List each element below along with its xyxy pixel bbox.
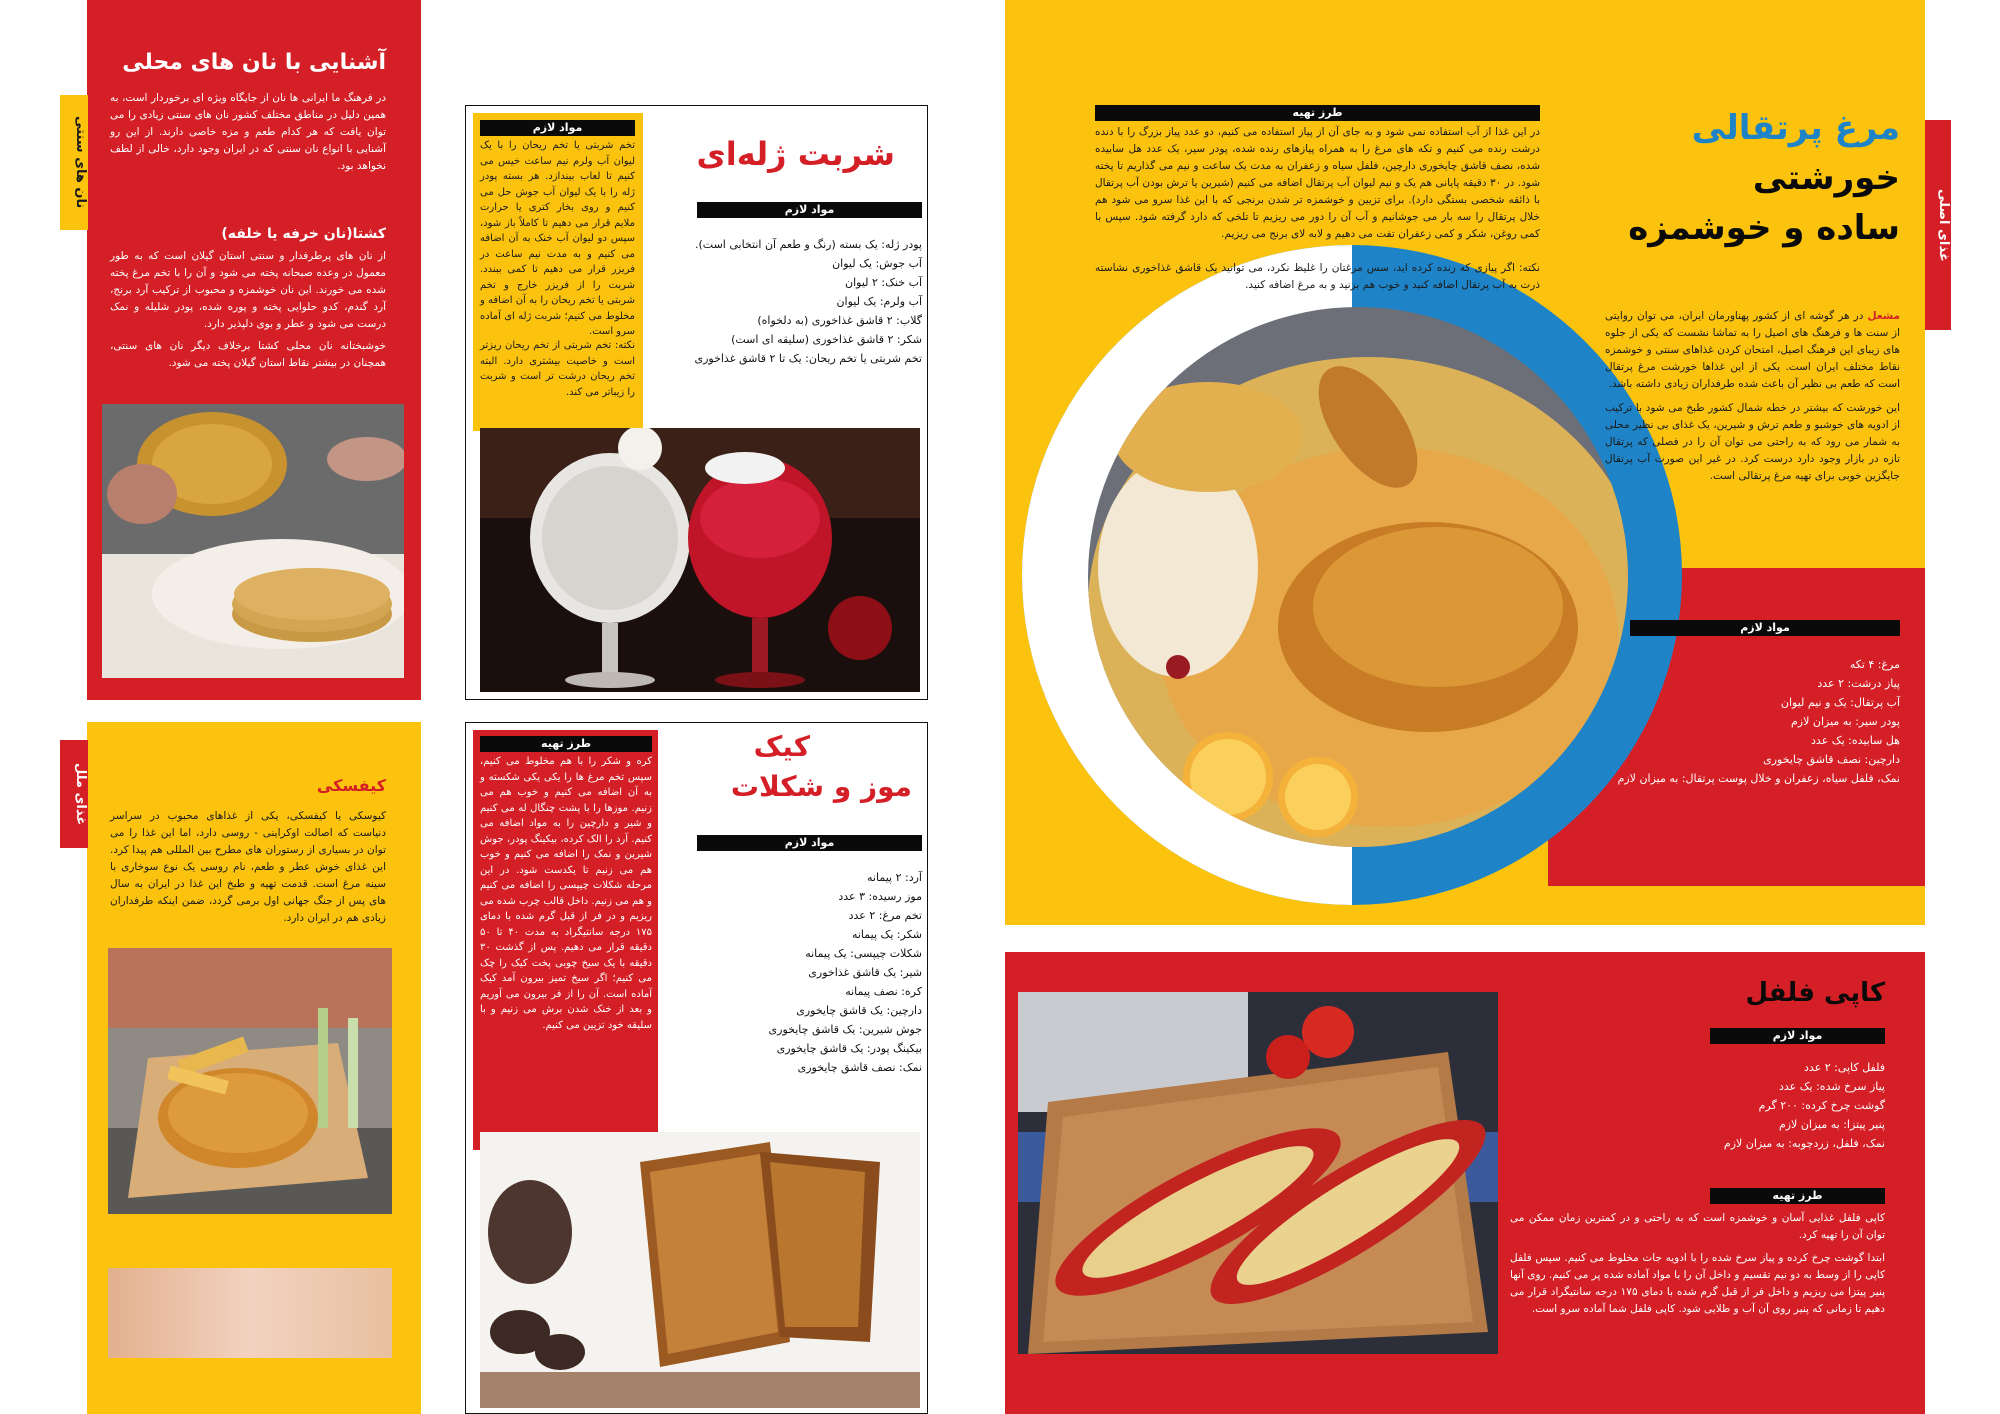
ingredient-item: پیاز درشت: ۲ عدد bbox=[1817, 677, 1900, 690]
ingredient-item: پنیر پیتزا: به میزان لازم bbox=[1778, 1118, 1885, 1131]
ingredient-item: موز رسیده: ۳ عدد bbox=[838, 890, 922, 903]
ingredient-item: شکر: ۲ قاشق غذاخوری (سلیقه ای است) bbox=[731, 333, 922, 346]
kiev-tab: غذای ملل bbox=[60, 740, 88, 848]
pepper-method-2: ابتدا گوشت چرخ کرده و پیاز سرخ شده را با ادویه جات مخلوط می کنیم. سپس فلفل کاپی را از وسط به دو نیم تقسیم و داخل آن را با مواد آماده شده پر می کنیم. روی آنها پنیر پیتزا می ریزیم و داخل فر از قبل گرم شده با دمای ۱۷۵ درجه سانتیگراد قرار می دهیم تا زمانی که پنیر روی آن آب و طلایی شود. کاپی فلفل شما آماده سرو است. bbox=[1510, 1252, 1885, 1315]
ingredient-item: آب ولرم: یک لیوان bbox=[836, 295, 922, 308]
chicken-ing-bar: مواد لازم bbox=[1630, 620, 1900, 636]
chicken-intro-author: مشعل bbox=[1867, 310, 1901, 322]
drink-bar: مواد لازم bbox=[697, 202, 922, 218]
ingredient-item: گلاب: ۲ قاشق غذاخوری (به دلخواه) bbox=[757, 314, 922, 327]
chicken-title-2: خورشتی bbox=[1752, 158, 1900, 198]
ingredient-item: شکلات چیپسی: یک پیمانه bbox=[805, 947, 922, 960]
ingredient-item: نمک، فلفل سیاه، زعفران و خلال پوست پرتقال: به میزان لازم bbox=[1617, 772, 1900, 785]
ingredient-item: فلفل کاپی: ۲ عدد bbox=[1804, 1061, 1885, 1074]
drink-title: شربت ژله‌ای bbox=[696, 135, 895, 173]
chicken-method-bar: طرز تهیه bbox=[1095, 105, 1540, 121]
bread-tab: نان های سنتی bbox=[60, 95, 88, 230]
bread-photo bbox=[102, 404, 404, 678]
chicken-intro-2: این خورشت که بیشتر در خطه شمال کشور طبخ می شود با ترکیب از ادویه های خوشبو و طعم ترش و شیرین، یک غذای بی نظیر محلی به شمار می رود که به راحتی می توان آن را در فصلی که پرتقال تازه در بازار وجود دارد درست کرد. در غیر این صورت آب پرتقال جایگزین خوبی برای تهیه مرغ پرتقالی است. bbox=[1605, 402, 1900, 482]
page-gutter bbox=[950, 0, 990, 1414]
chicken-title-3: ساده و خوشمزه bbox=[1628, 208, 1900, 248]
kiev-text: کیوسکی یا کیفسکی، یکی از غذاهای محبوب در سراسر دنیاست که اصالت اوکراینی - روسی دارد، اما این غذا را می توان در بسیاری از رستوران های مطرح بین المللی هم پیدا کرد. این غذای خوش عطر و طعم، نام روسی یک نوع سوخاری با سینه مرغ است. قدمت تهیه و طبخ این غذا در ایران به سال های پس از جنگ جهانی اول برمی گردد، ضمن اینکه طرفداران زیادی هم در ایران دارد. bbox=[110, 810, 386, 924]
chicken-method: در این غذا از آب استفاده نمی شود و به جای آن از پیاز استفاده می کنیم، دو عدد پیاز بزرگ را با دنده درشت رنده می کنیم و تکه های مرغ را به همراه پیازهای رنده شده، پودر سیر، یک عدد هل سابیده شده، نصف قاشق چایخوری دارچین، فلفل سیاه و زعفران به مدت یک ساعت و نیم می گذاریم تا پخته شود. در ۳۰ دقیقه پایانی هم یک و نیم لیوان آب پرتقال اضافه می کنیم (شیرین یا ترش بودن آب پرتقال با ذائقه شخصی بستگی دارد). برای تزیین و خوشمزه تر شدن برنجی که با این غذا سرو می شود هم خلال پرتقال را سه بار می جوشانیم و آب آن را دور می ریزیم تا تلخی که دارد گرفته شود. سپس با کمی روغن، شکر و کمی زعفران تفت می دهیم و لابه لای برنج می ریزیم. bbox=[1095, 126, 1540, 240]
pepper-method-1: کاپی فلفل غذایی آسان و خوشمزه است که به راحتی و در کمترین زمان ممکن می توان آن را تهیه کرد. bbox=[1510, 1212, 1885, 1241]
ingredient-item: آب جوش: یک لیوان bbox=[832, 257, 922, 270]
drink-side-text: تخم شربتی یا تخم ریحان را با یک لیوان آب ولرم نیم ساعت خیس می کنیم تا لعاب بیندازد. هر بسته پودر ژله را با یک لیوان آب جوش حل می کنیم و روی بخار کتری یا حرارت ملایم قرار می دهیم تا کاملاً باز شود، سپس دو لیوان آب خنک به آن اضافه می کنیم و به مدت نیم ساعت در فریزر قرار می دهیم تا کمی ببندد. شربت را از فریزر خارج و تخم شربتی یا تخم ریحان را به آن اضافه و مخلوط می کنیم؛ شربت ژله ای آماده سرو است. bbox=[480, 140, 635, 337]
ingredient-item: بیکینگ پودر: یک قاشق چایخوری bbox=[776, 1042, 922, 1055]
kiev-title: کیفسکی bbox=[316, 776, 386, 795]
cake-bar: مواد لازم bbox=[697, 835, 922, 851]
bread-subtext: از نان های پرطرفدار و سنتی استان گیلان است که به طور معمول در وعده صبحانه پخته می شود و آن را با تخم مرغ پخته شده می خورند. این نان خوشمزه و محبوب از ترکیب آرد برنج، آرد گندم، کدو حلوایی پخته و پوره شده، پودر شلیله و نمک درست می شود و عطر و بوی دلپذیر دارد. bbox=[110, 250, 386, 330]
ingredient-item: آرد: ۲ پیمانه bbox=[867, 871, 922, 884]
ingredient-item: مرغ: ۴ تکه bbox=[1849, 658, 1900, 671]
ingredient-item: شیر: یک قاشق غذاخوری bbox=[808, 966, 922, 979]
cake-side-bar: طرز تهیه bbox=[480, 736, 652, 752]
ingredient-item: آب پرتقال: یک و نیم لیوان bbox=[1780, 696, 1900, 709]
bread-subtitle: کشتا(نان خرفه یا خلفه) bbox=[221, 226, 386, 242]
cake-title-1: کیک bbox=[753, 730, 810, 763]
chicken-intro bbox=[1605, 308, 1900, 393]
cake-title-2: موز و شکلات bbox=[730, 770, 912, 803]
chicken-ingredients bbox=[1617, 655, 1900, 788]
chicken-tab: غذای اصلی bbox=[1925, 120, 1951, 330]
chicken-title-1: مرغ پرتقالی bbox=[1691, 108, 1900, 148]
ingredient-item: کره: نصف پیمانه bbox=[845, 985, 922, 998]
ingredient-item: دارچین: نصف قاشق چایخوری bbox=[1763, 753, 1900, 766]
pepper-ing-bar: مواد لازم bbox=[1710, 1028, 1885, 1044]
ingredient-item: پیاز سرخ شده: یک عدد bbox=[1778, 1080, 1885, 1093]
bread-intro: در فرهنگ ما ایرانی ها نان از جایگاه ویژه ای برخوردار است، به همین دلیل در مناطق مختلف کشور نان های سنتی زیادی را می توان یافت که هر کدام طعم و مزه خاصی دارند. از این رو آشنایی با انواع نان سنتی که در ایران وجود دارد، خالی از لطف نخواهد بود. bbox=[110, 92, 386, 172]
ingredient-item: نمک، فلفل، زردچوبه: به میزان لازم bbox=[1723, 1137, 1885, 1150]
ingredient-item: تخم مرغ: ۲ عدد bbox=[848, 909, 922, 922]
bread-subtext-2: خوشبختانه نان محلی کشتا برخلاف دیگر نان های سنتی، همچنان در بیشتر نقاط استان گیلان پخته می شود. bbox=[110, 340, 386, 369]
ingredient-item: تخم شربتی یا تخم ریحان: یک تا ۲ قاشق غذاخوری bbox=[694, 352, 922, 365]
drink-note: نکته: تخم شربتی از تخم ریحان ریزتر است و خاصیت بیشتری دارد. البته تخم ریحان درشت تر است و شربت را زیباتر می کند. bbox=[480, 340, 635, 398]
ingredient-item: گوشت چرخ کرده: ۲۰۰ گرم bbox=[1758, 1099, 1885, 1112]
pepper-title: کاپی فلفل bbox=[1745, 978, 1885, 1008]
kiev-photo bbox=[108, 948, 392, 1214]
pepper-photo bbox=[1018, 992, 1498, 1354]
cake-photo bbox=[480, 1132, 920, 1408]
ingredient-item: پودر سیر: به میزان لازم bbox=[1790, 715, 1900, 728]
ingredient-item: نمک: نصف قاشق چایخوری bbox=[797, 1061, 922, 1074]
chicken-photo bbox=[1088, 307, 1628, 847]
drink-ingredients bbox=[660, 235, 922, 368]
pepper-method-bar: طرز تهیه bbox=[1710, 1188, 1885, 1204]
drink-photo bbox=[480, 428, 920, 692]
chicken-method-note: نکته: اگر پیازی که رنده کرده اید، سس مرغتان را غلیظ نکرد، می توانید یک قاشق غذاخوری نشاسته ذرت به آب پرتقال اضافه کنید و خوب هم بزنید و به مرغ اضافه کنید. bbox=[1095, 262, 1540, 291]
ingredient-item: هل سابیده: یک عدد bbox=[1811, 734, 1900, 747]
ingredient-item: جوش شیرین: یک قاشق چایخوری bbox=[768, 1023, 922, 1036]
chicken-intro-text: در هر گوشه ای از کشور پهناورمان ایران، می توان روایتی از سنت ها و فرهنگ های اصیل را به تماشا نشست که یکی از جلوه های زیبای این فرهنگ اصیل، امتحان کردن غذاهای سنتی و خوشمزه نقاط مختلف ایران است. یکی از این غذاها خورشت مرغ پرتقال است که طعم بی نظیر آن باعث شده طرفداران زیادی داشته باشد. bbox=[1605, 310, 1900, 390]
cake-side-text: کره و شکر را با هم مخلوط می کنیم، سپس تخم مرغ ها را یکی یکی شکسته و به آن اضافه می کنیم و خوب هم می زنیم. موزها را با پشت چنگال له می کنیم و شیر و دارچین را به مواد اضافه می کنیم. آرد را الک کرده، بیکینگ پودر، جوش شیرین و نمک را اضافه می کنیم و خوب هم می زنیم تا یکدست شود. در این مرحله شکلات چیپسی را اضافه می کنیم و هم می زنیم. داخل قالب چرب شده می ریزیم و در فر از قبل گرم شده با دمای ۱۷۵ درجه سانتیگراد به مدت ۴۰ تا ۵۰ دقیقه قرار می دهیم. پس از گذشت ۳۰ دقیقه با یک سیخ چوبی پخت کیک را چک می کنیم؛ اگر سیخ تمیز بیرون آمد کیک آماده است. آن را از فر بیرون می آوریم و بعد از خنک شدن برش می زنیم و با سلیقه خود تزیین می کنیم. bbox=[480, 756, 653, 1031]
ingredient-item: شکر: یک پیمانه bbox=[851, 928, 922, 941]
bread-title: آشنایی با نان های محلی bbox=[122, 50, 386, 75]
cake-ingredients bbox=[700, 868, 922, 1077]
drink-side-bar: مواد لازم bbox=[480, 120, 635, 136]
ingredient-item: آب خنک: ۲ لیوان bbox=[845, 276, 922, 289]
ingredient-item: پودر ژله: یک بسته (رنگ و طعم آن انتخابی است). bbox=[694, 238, 922, 251]
pepper-ingredients bbox=[1600, 1058, 1885, 1153]
ingredient-item: دارچین: یک قاشق چایخوری bbox=[796, 1004, 922, 1017]
kiev-photo-strip bbox=[108, 1268, 392, 1358]
